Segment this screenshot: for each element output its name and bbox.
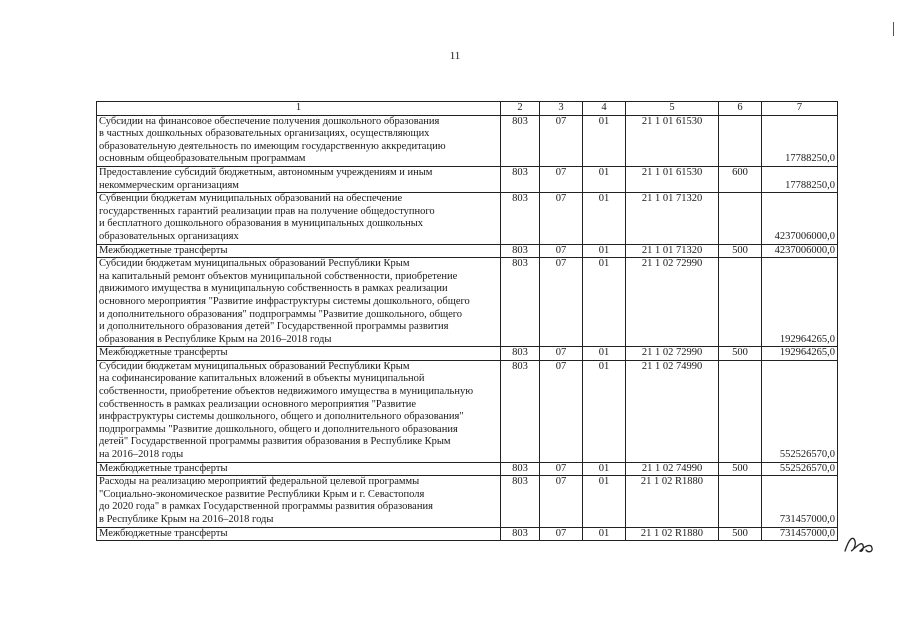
- ministry-code: 803: [501, 347, 540, 361]
- row-name: Субсидии на финансовое обеспечение получения дошкольного образования в частных дошкольных образовательных организациях, осуществляющих образовательную деятельность по имеющим государственную аккредитацию основным общеобразовательным программам: [97, 115, 501, 166]
- subsection-code: 01: [583, 360, 626, 462]
- amount: 552526570,0: [762, 462, 838, 476]
- expense-type-code: 500: [719, 244, 762, 258]
- amount: 731457000,0: [762, 476, 838, 527]
- ministry-code: 803: [501, 527, 540, 541]
- expense-type-code: [719, 258, 762, 347]
- section-code: 07: [540, 527, 583, 541]
- subsection-code: 01: [583, 462, 626, 476]
- table-row: [97, 360, 838, 462]
- section-code: 07: [540, 347, 583, 361]
- section-code: 07: [540, 462, 583, 476]
- expense-type-code: 500: [719, 462, 762, 476]
- row-name: Межбюджетные трансферты: [97, 527, 501, 541]
- target-article-code: 21 1 02 72990: [626, 347, 719, 361]
- column-header: 5: [626, 102, 719, 116]
- section-code: 07: [540, 476, 583, 527]
- target-article-code: 21 1 02 74990: [626, 462, 719, 476]
- amount: 192964265,0: [762, 347, 838, 361]
- subsection-code: 01: [583, 115, 626, 166]
- table-body: [97, 102, 838, 541]
- subsection-code: 01: [583, 527, 626, 541]
- page-number: 11: [449, 50, 461, 62]
- row-name: Межбюджетные трансферты: [97, 244, 501, 258]
- amount: 4237006000,0: [762, 244, 838, 258]
- column-header: 1: [97, 102, 501, 116]
- section-code: 07: [540, 258, 583, 347]
- row-name: Субсидии бюджетам муниципальных образований Республики Крым на капитальный ремонт объектов муниципальной собственности, приобретение движимого имущества в муниципальную собственность в рамках реализации основного мероприятия "Развитие инфраструктуры системы дошкольного, общего и дополнительного образования" подпрограммы "Развитие дошкольного, общего и дополнительного образования детей" Государственной программы развития образования в Республике Крым на 2016–2018 годы: [97, 258, 501, 347]
- target-article-code: 21 1 01 71320: [626, 193, 719, 244]
- ministry-code: 803: [501, 462, 540, 476]
- ministry-code: 803: [501, 115, 540, 166]
- table-row: [97, 244, 838, 258]
- row-name: Расходы на реализацию мероприятий федеральной целевой программы "Социально-экономическое развитие Республики Крым и г. Севастополя до 2020 года" в рамках Государственной программы развития образования в Республике Крым на 2016–2018 годы: [97, 476, 501, 527]
- subsection-code: 01: [583, 476, 626, 527]
- row-name: Субвенции бюджетам муниципальных образований на обеспечение государственных гарантий реализации прав на получение общедоступного и бесплатного дошкольного образования в муниципальных дошкольных образовательных организациях: [97, 193, 501, 244]
- corner-mark: [893, 22, 894, 36]
- row-name: Субсидии бюджетам муниципальных образований Республики Крым на софинансирование капитальных вложений в объекты муниципальной собственности, приобретение объектов недвижимого имущества в муниципальную собственность в рамках реализации основного мероприятия "Развитие инфраструктуры системы дошкольного, общего и дополнительного образования" подпрограммы "Развитие дошкольного, общего и дополнительного образования детей" Государственной программы развития образования в Республике Крым на 2016–2018 годы: [97, 360, 501, 462]
- table-row: [97, 258, 838, 347]
- expense-type-code: [719, 476, 762, 527]
- section-code: 07: [540, 360, 583, 462]
- table-row: [97, 527, 838, 541]
- column-header: 6: [719, 102, 762, 116]
- target-article-code: 21 1 01 61530: [626, 115, 719, 166]
- target-article-code: 21 1 01 71320: [626, 244, 719, 258]
- table-row: [97, 462, 838, 476]
- column-header: 4: [583, 102, 626, 116]
- subsection-code: 01: [583, 347, 626, 361]
- amount: 17788250,0: [762, 115, 838, 166]
- section-code: 07: [540, 244, 583, 258]
- amount: 731457000,0: [762, 527, 838, 541]
- column-header: 2: [501, 102, 540, 116]
- ministry-code: 803: [501, 258, 540, 347]
- handwritten-initials-icon: [843, 533, 875, 555]
- expense-type-code: [719, 360, 762, 462]
- target-article-code: 21 1 02 72990: [626, 258, 719, 347]
- expense-type-code: [719, 193, 762, 244]
- amount: 4237006000,0: [762, 193, 838, 244]
- ministry-code: 803: [501, 244, 540, 258]
- table-row: [97, 115, 838, 166]
- target-article-code: 21 1 02 R1880: [626, 476, 719, 527]
- table-row: [97, 166, 838, 192]
- ministry-code: 803: [501, 476, 540, 527]
- expense-type-code: [719, 115, 762, 166]
- column-header: 3: [540, 102, 583, 116]
- table-row: [97, 347, 838, 361]
- row-name: Межбюджетные трансферты: [97, 347, 501, 361]
- target-article-code: 21 1 02 R1880: [626, 527, 719, 541]
- ministry-code: 803: [501, 166, 540, 192]
- subsection-code: 01: [583, 166, 626, 192]
- budget-table: [96, 101, 838, 541]
- amount: 552526570,0: [762, 360, 838, 462]
- expense-type-code: 500: [719, 527, 762, 541]
- subsection-code: 01: [583, 244, 626, 258]
- subsection-code: 01: [583, 193, 626, 244]
- ministry-code: 803: [501, 360, 540, 462]
- table-row: [97, 476, 838, 527]
- table-row: [97, 193, 838, 244]
- subsection-code: 01: [583, 258, 626, 347]
- target-article-code: 21 1 01 61530: [626, 166, 719, 192]
- amount: 192964265,0: [762, 258, 838, 347]
- column-header: 7: [762, 102, 838, 116]
- amount: 17788250,0: [762, 166, 838, 192]
- section-code: 07: [540, 115, 583, 166]
- expense-type-code: 500: [719, 347, 762, 361]
- section-code: 07: [540, 193, 583, 244]
- table-header-row: [97, 102, 838, 116]
- row-name: Межбюджетные трансферты: [97, 462, 501, 476]
- expense-type-code: 600: [719, 166, 762, 192]
- ministry-code: 803: [501, 193, 540, 244]
- row-name: Предоставление субсидий бюджетным, автономным учреждениям и иным некоммерческим организациям: [97, 166, 501, 192]
- section-code: 07: [540, 166, 583, 192]
- target-article-code: 21 1 02 74990: [626, 360, 719, 462]
